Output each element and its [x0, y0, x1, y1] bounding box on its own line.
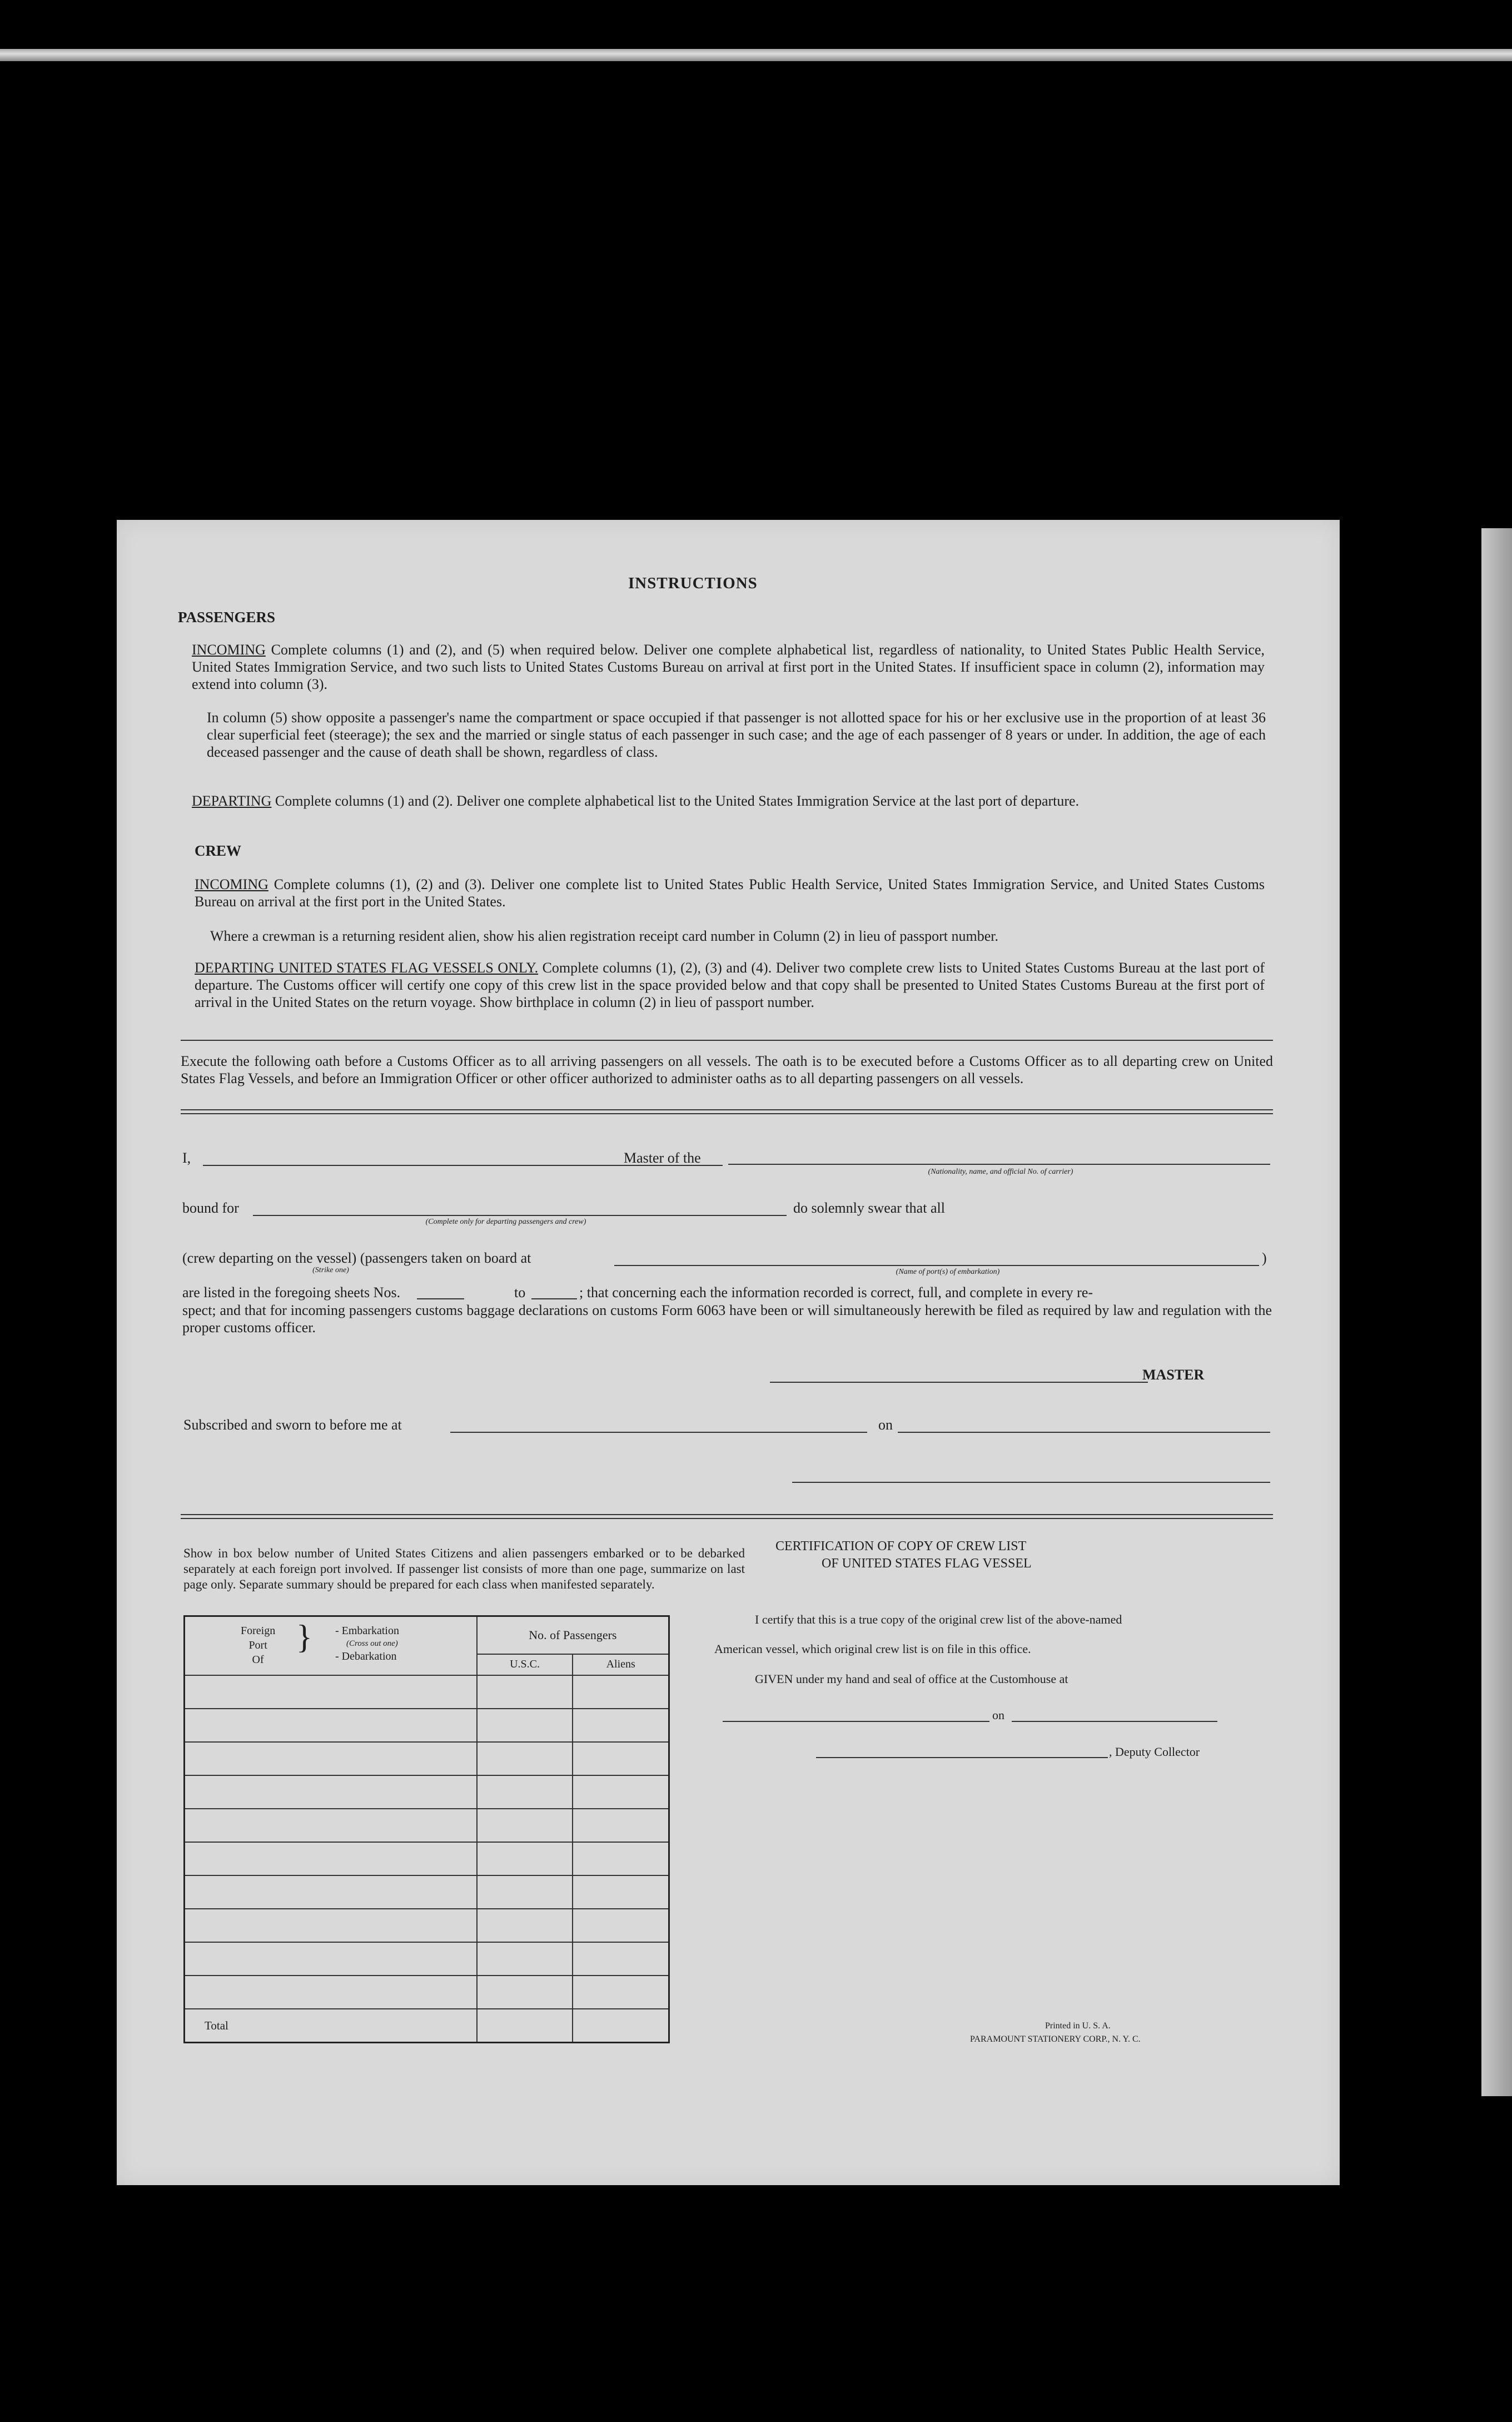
port-cell[interactable]	[185, 1675, 477, 1709]
printer-name-label: PARAMOUNT STATIONERY CORP., N. Y. C.	[970, 2034, 1141, 2044]
subscribed-label: Subscribed and sworn to before me at	[183, 1417, 402, 1433]
total-usc-cell[interactable]	[477, 2009, 573, 2042]
total-aliens-cell[interactable]	[573, 2009, 669, 2042]
summary-instructions: Show in box below number of United States Citizens and alien passengers embarked or to be debarked separately at each foreign port involved. If passenger list consists of more than one page, summarize on last page only. Separate summary should be prepared for each class when manifested separately.	[183, 1546, 745, 1591]
usc-cell[interactable]	[477, 1709, 573, 1742]
aliens-cell[interactable]	[573, 1775, 669, 1809]
crew-flag-paragraph	[195, 959, 1265, 1011]
complete-only-caption: (Complete only for departing passengers and crew)	[425, 1218, 586, 1226]
usc-cell[interactable]	[477, 1675, 573, 1709]
table-row	[185, 1909, 669, 1942]
usc-cell[interactable]	[477, 1742, 573, 1775]
port-cell[interactable]	[185, 1809, 477, 1842]
subscribed-date-field[interactable]	[898, 1432, 1270, 1433]
foreign-label: Foreign	[241, 1625, 276, 1637]
passenger-summary-table	[183, 1615, 670, 2043]
crew-incoming-paragraph	[195, 876, 1265, 910]
crew-flag-label: DEPARTING UNITED STATES FLAG VESSELS ONLY.	[195, 960, 539, 976]
crew-departing-label: (crew departing on the vessel) (passengers taken on board at	[182, 1250, 531, 1266]
aliens-cell[interactable]	[573, 1742, 669, 1775]
aliens-cell[interactable]	[573, 1942, 669, 1976]
crew-resident-paragraph: Where a crewman is a returning resident alien, show his alien registration receipt card number in Column (2) in lieu of passport number.	[210, 928, 999, 944]
certify-text-line1: I certify that this is a true copy of the original crew list of the above-named	[755, 1612, 1122, 1626]
port-cell[interactable]	[185, 1942, 477, 1976]
usc-cell[interactable]	[477, 1976, 573, 2009]
on-label: on	[878, 1417, 893, 1433]
certification-on-label: on	[992, 1708, 1004, 1722]
bound-for-label: bound for	[182, 1200, 239, 1216]
passengers-departing-paragraph	[192, 792, 1265, 810]
customhouse-field[interactable]	[723, 1721, 989, 1722]
deputy-collector-label: , Deputy Collector	[1109, 1745, 1200, 1759]
oath-i-label: I,	[182, 1150, 191, 1166]
subscribed-place-field[interactable]	[450, 1432, 867, 1433]
usc-header: U.S.C.	[477, 1654, 573, 1675]
port-label: Port	[248, 1639, 267, 1651]
table-row	[185, 1976, 669, 2009]
form-page	[117, 520, 1340, 2185]
debarkation-label: - Debarkation	[335, 1650, 397, 1662]
of-label: Of	[252, 1654, 264, 1666]
aliens-cell[interactable]	[573, 1675, 669, 1709]
total-label: Total	[185, 2009, 477, 2042]
brace-glyph: }	[296, 1619, 312, 1655]
passengers-departing-text: Complete columns (1) and (2). Deliver one complete alphabetical list to the United States Immigration Service at the last port of departure.	[271, 793, 1080, 809]
embarkation-port-field[interactable]	[614, 1265, 1259, 1266]
certify-text-line2: American vessel, which original crew list is on file in this office.	[714, 1642, 1031, 1656]
section-divider	[181, 1040, 1273, 1041]
port-cell[interactable]	[185, 1709, 477, 1742]
table-body	[185, 1675, 669, 2009]
certification-title-line2: OF UNITED STATES FLAG VESSEL	[822, 1556, 1032, 1571]
certification-title-line1: CERTIFICATION OF COPY OF CREW LIST	[775, 1539, 1027, 1554]
usc-cell[interactable]	[477, 1909, 573, 1942]
sheet-from-field[interactable]	[417, 1298, 464, 1299]
oath-intro-paragraph: Execute the following oath before a Customs Officer as to all arriving passengers on all vessels. The oath is to be executed before a Customs Officer as to all departing crew on United States Flag Vessels, and before an Immigration Officer or other officer authorized to administer oaths as to all departing passengers on all vessels.	[181, 1053, 1273, 1086]
crew-flag-text: Complete columns (1), (2), (3) and (4). Deliver two complete crew lists to United States Customs Bureau at the last port of departure. The Customs officer will certify one copy of this crew list in the space provided below and that copy shall be presented to United States Customs Bureau at the first port of arrival in the United States on the return voyage. Show birthplace in column (2) in lieu of passport number.	[195, 960, 1265, 1010]
port-header-cell	[185, 1616, 477, 1675]
cross-out-label: (Cross out one)	[346, 1639, 398, 1648]
adjacent-page-edge	[1481, 528, 1512, 2096]
nationality-caption: (Nationality, name, and official No. of carrier)	[928, 1168, 1073, 1176]
passengers-column5-paragraph: In column (5) show opposite a passenger's name the compartment or space occupied if that passenger is not allotted space for his or her exclusive use in the proportion of at least 36 clear superficial feet (steerage); the sex and the married or single status of each passenger in such case; and the age of each passenger of 8 years or under. In addition, the age of each deceased passenger and the cause of death shall be shown, regardless of class.	[207, 709, 1266, 760]
table-row	[185, 1709, 669, 1742]
deputy-collector-signature[interactable]	[816, 1757, 1108, 1758]
passengers-incoming-label: INCOMING	[192, 642, 266, 658]
aliens-cell[interactable]	[573, 1842, 669, 1875]
usc-cell[interactable]	[477, 1942, 573, 1976]
strike-one-caption: (Strike one)	[312, 1266, 349, 1274]
table-row	[185, 1875, 669, 1909]
usc-cell[interactable]	[477, 1809, 573, 1842]
passengers-heading: PASSENGERS	[178, 609, 276, 626]
vessel-field[interactable]	[728, 1164, 1270, 1165]
passengers-departing-label: DEPARTING	[192, 793, 272, 809]
aliens-cell[interactable]	[573, 1909, 669, 1942]
table-row	[185, 1775, 669, 1809]
bound-for-field[interactable]	[253, 1215, 787, 1216]
master-of-label: Master of the	[624, 1150, 701, 1166]
bottom-double-rule	[181, 1514, 1273, 1519]
usc-cell[interactable]	[477, 1775, 573, 1809]
port-cell[interactable]	[185, 1842, 477, 1875]
oath-double-rule	[181, 1109, 1273, 1114]
crew-incoming-text: Complete columns (1), (2) and (3). Deliver one complete list to United States Public Health Service, United States Immigration Service, and United States Customs Bureau on arrival at the first port in the United States.	[195, 876, 1265, 910]
given-text: GIVEN under my hand and seal of office at the Customhouse at	[755, 1672, 1068, 1686]
film-top-edge	[0, 49, 1512, 61]
usc-cell[interactable]	[477, 1875, 573, 1909]
certification-date-field[interactable]	[1012, 1721, 1217, 1722]
swear-label: do solemnly swear that all	[793, 1200, 945, 1216]
aliens-cell[interactable]	[573, 1976, 669, 2009]
spect-paragraph: spect; and that for incoming passengers customs baggage declarations on customs Form 6063 have been or will simultaneously herewith be filed as required by law and regulation with the proper customs officer.	[182, 1302, 1272, 1336]
passengers-incoming-text: Complete columns (1) and (2), and (5) when required below. Deliver one complete alphabetical list, regardless of nationality, to United States Public Health Service, United States Immigration Service, and two such lists to United States Customs Bureau on arrival at first port in the United States. If insufficient space in column (2), information may extend into column (3).	[192, 642, 1265, 692]
table-row	[185, 1942, 669, 1976]
aliens-cell[interactable]	[573, 1875, 669, 1909]
sheets-label: are listed in the foregoing sheets Nos.	[182, 1284, 401, 1301]
port-cell[interactable]	[185, 1775, 477, 1809]
no-of-passengers-header: No. of Passengers	[477, 1616, 669, 1654]
printed-in-label: Printed in U. S. A.	[1045, 2021, 1111, 2031]
officer-signature-line[interactable]	[792, 1482, 1270, 1483]
passengers-incoming-paragraph	[192, 641, 1265, 693]
table-row	[185, 1742, 669, 1775]
aliens-header: Aliens	[573, 1654, 669, 1675]
sheet-to-field[interactable]	[531, 1298, 577, 1299]
port-cell[interactable]	[185, 1909, 477, 1942]
master-label: MASTER	[1142, 1367, 1205, 1383]
crew-heading: CREW	[195, 842, 242, 859]
embarkation-label: - Embarkation	[335, 1625, 399, 1637]
master-signature-line[interactable]	[770, 1382, 1148, 1383]
aliens-cell[interactable]	[573, 1709, 669, 1742]
port-cell[interactable]	[185, 1742, 477, 1775]
port-cell[interactable]	[185, 1875, 477, 1909]
crew-incoming-label: INCOMING	[195, 876, 268, 892]
page-title: INSTRUCTIONS	[628, 574, 758, 592]
table-row	[185, 1809, 669, 1842]
port-cell[interactable]	[185, 1976, 477, 2009]
sheets-text: ; that concerning each the information recorded is correct, full, and complete in every re-	[579, 1284, 1093, 1301]
to-label: to	[514, 1284, 526, 1301]
port-caption: (Name of port(s) of embarkation)	[896, 1268, 1000, 1276]
usc-cell[interactable]	[477, 1842, 573, 1875]
table-row	[185, 1842, 669, 1875]
close-paren: )	[1262, 1250, 1267, 1266]
aliens-cell[interactable]	[573, 1809, 669, 1842]
table-row	[185, 1675, 669, 1709]
